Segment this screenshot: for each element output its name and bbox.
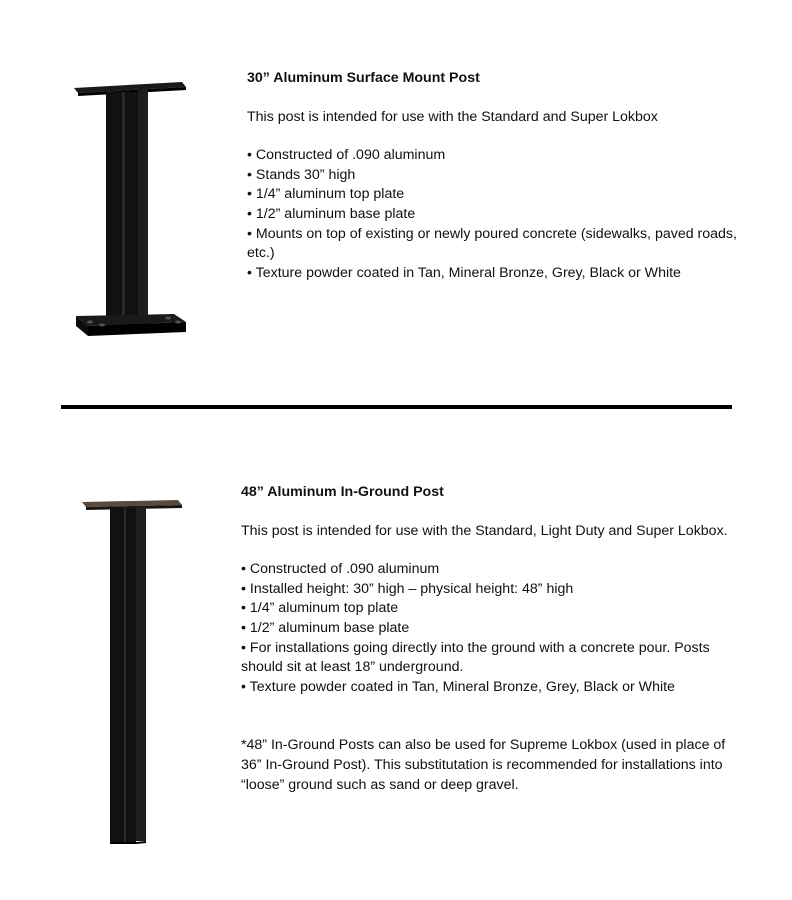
feature-list [241, 560, 741, 697]
list-item: • For installations going directly into the ground with a concrete pour. Posts should sit at least 18” underground. [241, 639, 710, 676]
post-side [136, 507, 146, 841]
list-item: • Mounts on top of existing or newly poured concrete (sidewalks, paved roads, etc.) [247, 225, 737, 262]
post-seam [124, 508, 126, 842]
post-side [138, 90, 148, 328]
base-bolt-hole [99, 324, 105, 327]
base-bolt-hole [175, 321, 181, 324]
list-item: • 1/2” aluminum base plate [241, 619, 410, 636]
feature-list [247, 146, 757, 283]
surface-mount-post-drawing [70, 80, 190, 342]
base-bolt-hole [165, 317, 171, 320]
in-ground-post-drawing [78, 498, 186, 846]
list-item: • Constructed of .090 aluminum [247, 147, 446, 164]
section-title: 30” Aluminum Surface Mount Post [247, 70, 480, 86]
list-item: • Stands 30” high [247, 166, 356, 183]
list-item: • Texture powder coated in Tan, Mineral Bronze, Grey, Black or White [247, 264, 681, 281]
surface-mount-post-image [70, 80, 190, 342]
list-item: • Constructed of .090 aluminum [241, 561, 440, 578]
section-intro: This post is intended for use with the Standard, Light Duty and Super Lokbox. [241, 522, 728, 539]
list-item: • 1/4” aluminum top plate [247, 186, 405, 203]
post-body [110, 508, 136, 842]
surface-mount-post-description [247, 69, 757, 283]
section-divider [61, 405, 732, 409]
substitution-note: *48” In-Ground Posts can also be used for Supreme Lokbox (used in place of 36” In-Ground Post). This substitutation is recommended for installations into “loose” ground such as sand or deep gravel. [241, 737, 726, 793]
section-title: 48” Aluminum In-Ground Post [241, 484, 444, 500]
list-item: • Installed height: 30” high – physical height: 48” high [241, 580, 574, 597]
list-item: • Texture powder coated in Tan, Mineral Bronze, Grey, Black or White [241, 678, 675, 695]
in-ground-post-description [241, 483, 741, 795]
list-item: • 1/2” aluminum base plate [247, 205, 416, 222]
base-bolt-hole [87, 321, 93, 324]
in-ground-post-image [78, 498, 186, 846]
list-item: • 1/4” aluminum top plate [241, 600, 399, 617]
section-intro: This post is intended for use with the Standard and Super Lokbox [247, 108, 658, 125]
post-seam [122, 92, 125, 328]
